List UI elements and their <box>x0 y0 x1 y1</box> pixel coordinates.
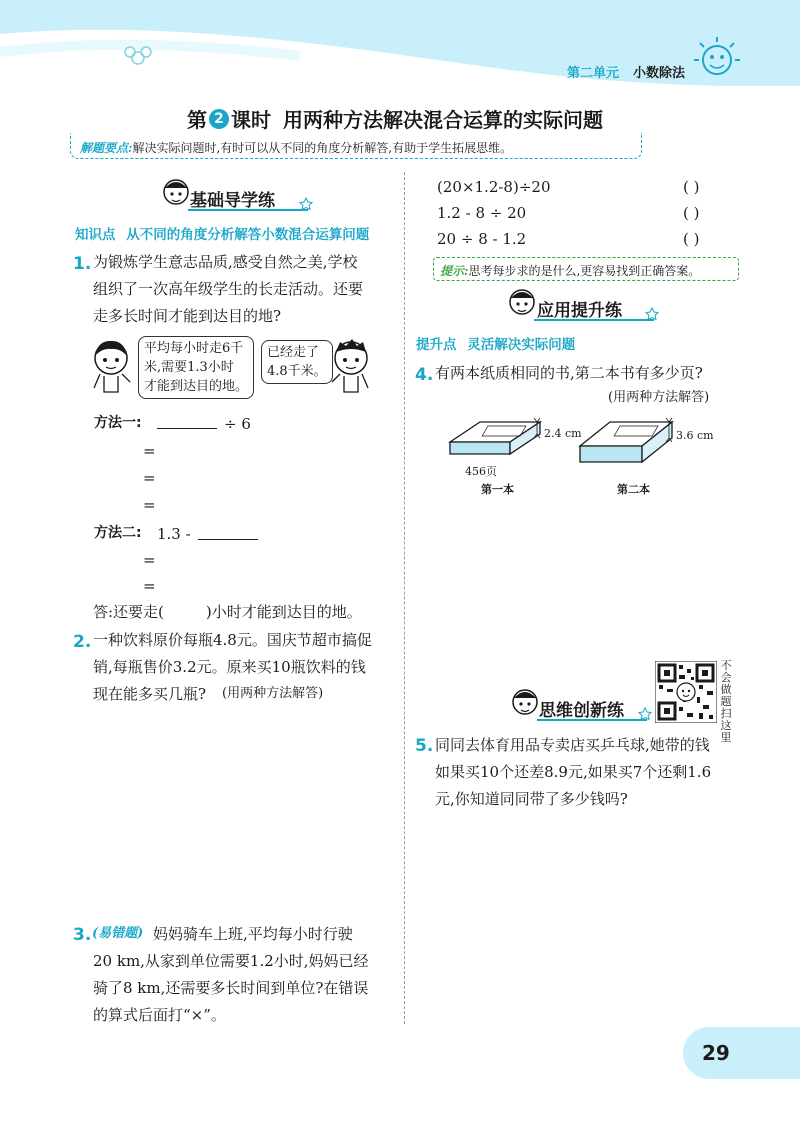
q2-note: (用两种方法解答) <box>222 686 324 701</box>
girl-illustration <box>86 336 136 394</box>
expr-2: 1.2 - 8 ÷ 20 <box>437 204 527 222</box>
q3-number: 3. <box>73 925 92 945</box>
hint-text: 思考每步求的是什么,更容易找到正确答案。 <box>468 264 701 278</box>
q4-number: 4. <box>415 365 434 385</box>
q1-answer-pre: 答:还要走( <box>93 603 164 621</box>
q3-line-4: 的算式后面打“×”。 <box>93 1006 226 1024</box>
kid-mascot-icon <box>164 180 188 204</box>
page-title <box>187 104 603 133</box>
q1-answer <box>93 605 362 620</box>
method2-blank[interactable] <box>198 525 258 544</box>
method1-eq-1: = <box>143 442 156 460</box>
unit-label: 第二单元 <box>567 66 620 81</box>
bubble-left-line-1: 平均每小时走6千 <box>144 341 244 356</box>
title-text: 用两种方法解决混合运算的实际问题 <box>283 108 603 132</box>
q3-line-2: 20 km,从家到单位需要1.2小时,妈妈已经 <box>93 952 369 970</box>
hint-label: 提示: <box>440 264 469 278</box>
q1-answer-post: )小时才能到达目的地。 <box>205 603 362 621</box>
lesson-number-badge: 2 <box>209 109 229 129</box>
tip-content <box>80 139 512 156</box>
q5-line-3: 元,你知道同同带了多少钱吗? <box>435 790 628 808</box>
page-number: 29 <box>702 1041 730 1065</box>
q2-line-2: 销,每瓶售价3.2元。原来买10瓶饮料的钱 <box>93 658 366 676</box>
section1-title: 基础导学练 <box>190 191 275 211</box>
q2-line-3: 现在能多买几瓶? <box>93 685 207 703</box>
q4-text: 有两本纸质相同的书,第二本书有多少页? <box>435 364 703 382</box>
speech-bubble-right <box>261 340 333 384</box>
hint-content <box>440 262 700 279</box>
expr-2-paren[interactable]: ( ) <box>683 204 700 222</box>
q2-number: 2. <box>73 632 92 652</box>
q1-line-1: 为锻炼学生意志品质,感受自然之美,学校 <box>93 253 358 271</box>
method2-eq-2: = <box>143 577 156 595</box>
qr-code-icon[interactable] <box>655 661 717 723</box>
q4-note: (用两种方法解答) <box>608 390 710 405</box>
method2-label: 方法二: <box>94 525 142 541</box>
book-2-icon <box>580 418 672 462</box>
expr-3: 20 ÷ 8 - 1.2 <box>437 230 527 248</box>
improve-label: 提升点 <box>416 337 457 353</box>
q4-answer-area[interactable] <box>435 505 735 655</box>
page-number-tab <box>683 1027 800 1079</box>
qr-label: 不会做题扫这里 <box>720 659 732 744</box>
q1-line-3: 走多长时间才能到达目的地? <box>93 307 282 325</box>
section2-title: 应用提升练 <box>537 301 622 321</box>
title-suffix: 课时 <box>231 108 271 132</box>
q2-answer-area[interactable] <box>93 712 393 912</box>
method1-op: ÷ 6 <box>224 415 251 433</box>
method1-label: 方法一: <box>94 415 142 431</box>
section3-title: 思维创新练 <box>539 701 624 721</box>
speech-bubble-left <box>138 336 254 399</box>
knowledge-label: 知识点 <box>75 227 116 243</box>
book1-thickness: 2.4 cm <box>544 427 582 440</box>
tip-text: 解决实际问题时,有时可以从不同的角度分析解答,有助于学生拓展思维。 <box>132 141 513 155</box>
method2-first: 1.3 - <box>157 525 191 543</box>
q5-answer-area[interactable] <box>435 818 735 1018</box>
method1-eq-3: = <box>143 496 156 514</box>
book2-thickness: 3.6 cm <box>676 429 714 442</box>
method1-blank[interactable] <box>157 414 217 433</box>
q3-tag: (易错题) <box>92 926 144 941</box>
knowledge-text: 从不同的角度分析解答小数混合运算问题 <box>126 227 370 243</box>
book-1-icon <box>450 418 540 454</box>
bubble-left-line-2: 米,需要1.3小时 <box>144 360 234 375</box>
boy-illustration <box>326 336 376 394</box>
kid-mascot-icon <box>513 690 537 714</box>
book1-pages: 456页 <box>465 465 497 478</box>
expr-1: (20×1.2-8)÷20 <box>437 178 551 196</box>
q1-line-2: 组织了一次高年级学生的长走活动。还要 <box>93 280 364 298</box>
method1-eq-2: = <box>143 469 156 487</box>
tip-label: 解题要点: <box>80 141 133 155</box>
method2-eq-1: = <box>143 551 156 569</box>
improve-point <box>416 339 575 353</box>
bubble-right-line-1: 已经走了 <box>267 345 320 360</box>
improve-text: 灵活解决实际问题 <box>467 337 576 353</box>
bubble-right-line-2: 4.8千米。 <box>267 364 327 379</box>
expr-3-paren[interactable]: ( ) <box>683 230 700 248</box>
q5-line-1: 同同去体育用品专卖店买乒乓球,她带的钱 <box>435 736 710 754</box>
book2-caption: 第二本 <box>617 483 650 496</box>
title-prefix: 第 <box>187 108 207 132</box>
q3-line-3: 骑了8 km,还需要多长时间到单位?在错误 <box>93 979 369 997</box>
column-divider <box>404 172 405 1024</box>
expr-1-paren[interactable]: ( ) <box>683 178 700 196</box>
knowledge-point <box>75 229 369 243</box>
q5-number: 5. <box>415 736 434 756</box>
q3-line-1: 妈妈骑车上班,平均每小时行驶 <box>153 925 353 943</box>
q2-line-1: 一种饮料原价每瓶4.8元。国庆节超市搞促 <box>93 631 372 649</box>
q1-number: 1. <box>73 254 92 274</box>
q5-line-2: 如果买10个还差8.9元,如果买7个还剩1.6 <box>435 763 712 781</box>
kid-mascot-icon <box>510 290 534 314</box>
book1-caption: 第一本 <box>481 483 514 496</box>
bubble-left-line-3: 才能到达目的地。 <box>144 379 249 394</box>
unit-title: 小数除法 <box>633 66 686 81</box>
